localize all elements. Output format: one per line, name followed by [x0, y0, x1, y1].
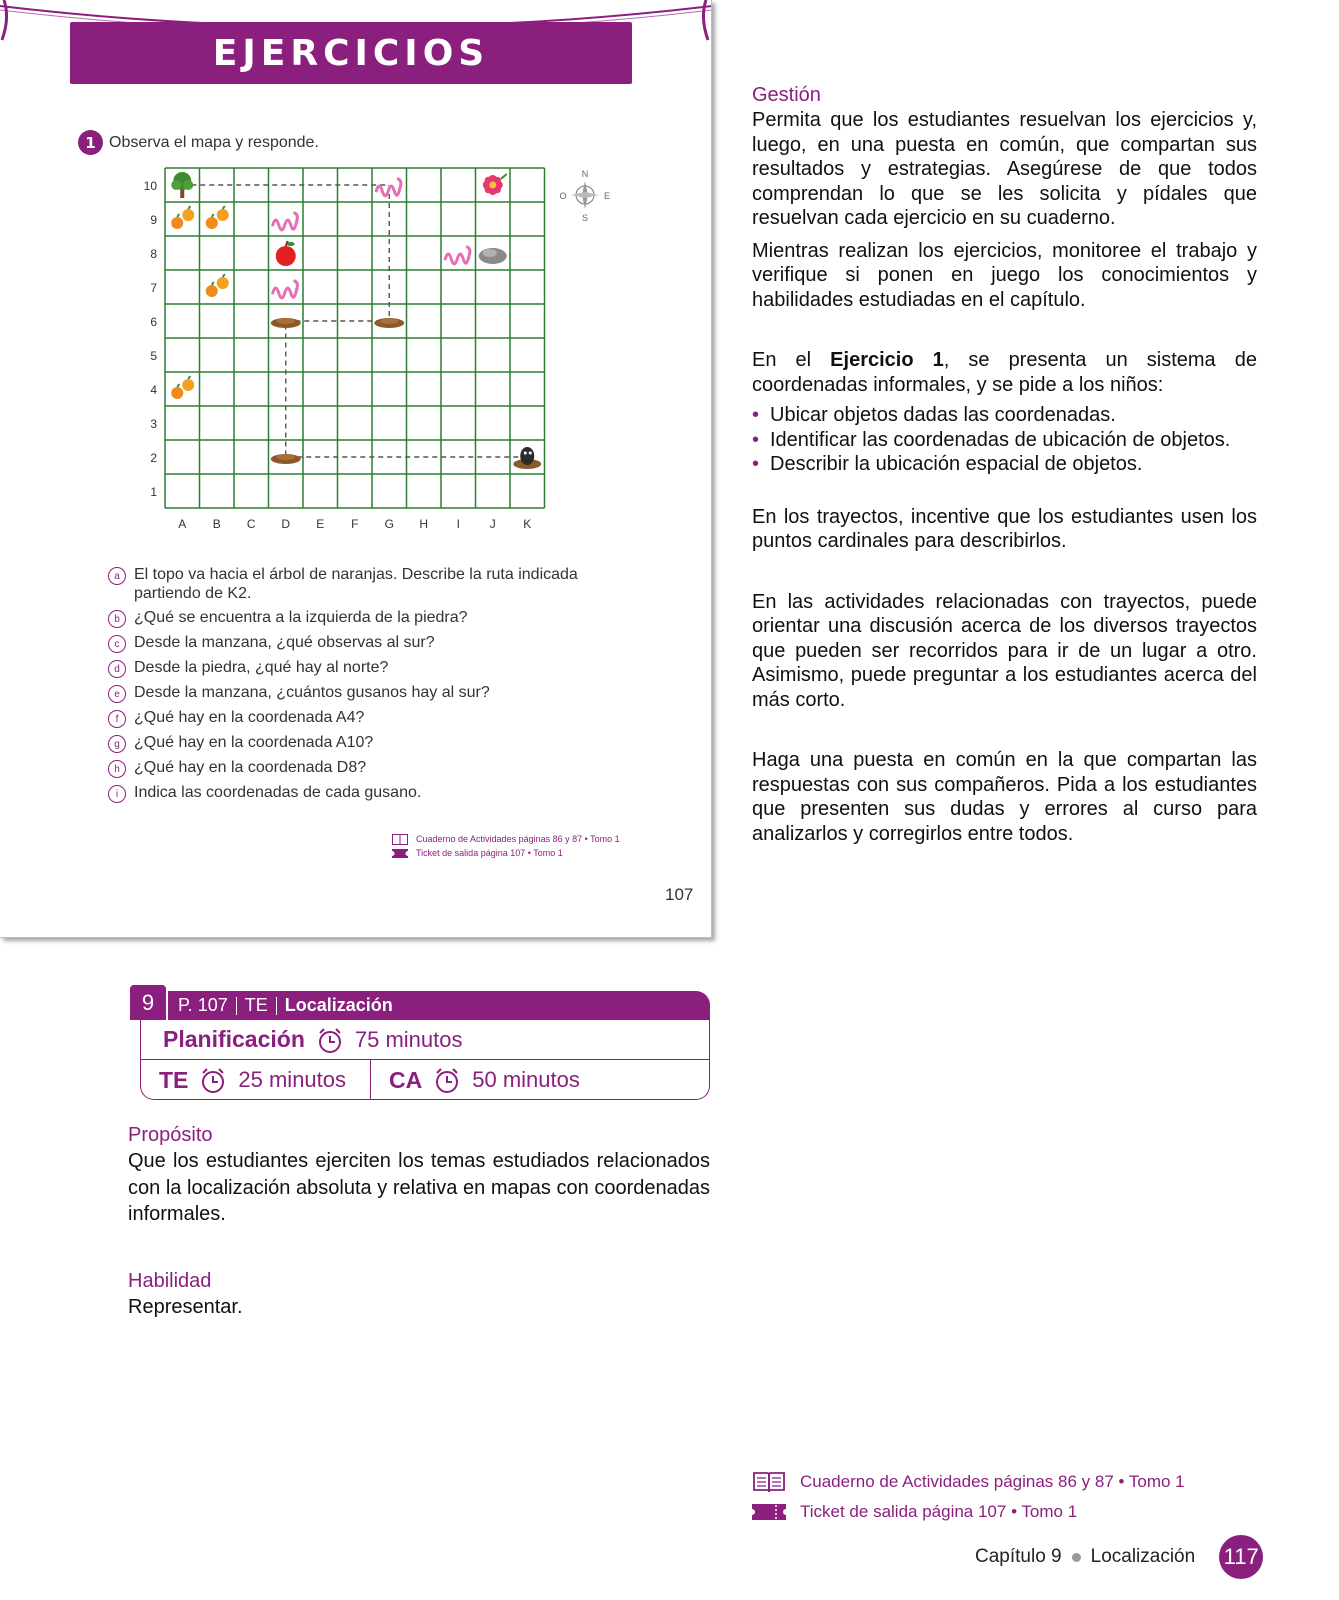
- oranges-icon-part: [171, 217, 183, 229]
- question-item: [108, 733, 648, 753]
- dirt-mound-icon: [271, 318, 301, 328]
- question-item: [108, 658, 648, 678]
- tree-icon: [171, 172, 193, 198]
- question-text-line: partiendo de K2.: [134, 585, 252, 602]
- worm-icon-part: [445, 247, 470, 264]
- mole-icon-part: [520, 447, 534, 465]
- question-item: [108, 633, 648, 653]
- column-label: B: [212, 517, 221, 531]
- clock-icon: [432, 1065, 462, 1095]
- oranges-icon-part: [171, 387, 183, 399]
- question-item: [108, 565, 648, 603]
- banner-title: EJERCICIOS: [212, 32, 490, 74]
- gestion-paragraph: Mientras realizan los ejercicios, monitoree el trabajo y verifique si ponen en juego los conocimientos y habilidades estudiadas en el capítulo.: [752, 239, 1257, 311]
- dirt-mound-icon-part: [277, 318, 295, 324]
- gestion-paragraph: En las actividades relacionadas con trayectos, puede orientar una discusión acerca de los diversos trayectos que pueden ser recorridos para ir de un lugar a otro. Asimismo, puede preguntar a los estudiantes acerca del más corto.: [752, 590, 1257, 711]
- worm-icon: [445, 247, 470, 264]
- apple-icon-part: [276, 246, 296, 266]
- question-letter: f: [108, 710, 126, 728]
- gestion-paragraph: En los trayectos, incentive que los estudiantes usen los puntos cardinales para describirlos.: [752, 505, 1257, 552]
- objectives-list: [752, 403, 1257, 477]
- planning-header: [168, 991, 710, 1020]
- text-span: En el: [752, 349, 831, 371]
- oranges-icon: [206, 206, 229, 229]
- ref-text: Cuaderno de Actividades páginas 86 y 87 • Tomo 1: [800, 1472, 1185, 1491]
- oranges-icon-part: [206, 217, 218, 229]
- column-label: E: [316, 517, 325, 531]
- divider: [276, 997, 277, 1015]
- clock-icon: [198, 1065, 228, 1095]
- coordinate-map: [140, 165, 630, 545]
- question-item: [108, 708, 648, 728]
- tree-icon-part: [183, 180, 193, 190]
- footer-chapter: Capítulo 9: [975, 1546, 1062, 1567]
- student-page-number: 107: [665, 885, 694, 904]
- question-letter: a: [108, 567, 126, 585]
- objective-item: • Ubicar objetos dadas las coordenadas.: [752, 403, 1257, 428]
- proposito-text: Que los estudiantes ejerciten los temas estudiados relacionados con la localización absoluta y relativa en mapas con coordenadas informales.: [128, 1150, 710, 1225]
- dirt-mound-icon: [271, 454, 301, 464]
- column-label: J: [489, 517, 496, 531]
- habilidad-text: Representar.: [128, 1295, 243, 1318]
- question-text: Desde la manzana, ¿cuántos gusanos hay al sur?: [134, 684, 490, 701]
- oranges-icon-part: [217, 277, 229, 289]
- ticket-icon: [392, 848, 408, 859]
- purpose-section: [128, 1122, 710, 1320]
- book-icon: [752, 1470, 786, 1494]
- footer-topic: Localización: [1090, 1546, 1196, 1567]
- student-ref-text: Cuaderno de Actividades páginas 86 y 87 • Tomo 1: [416, 834, 620, 844]
- clock-icon: [315, 1025, 345, 1055]
- question-text-line: El topo va hacia el árbol de naranjas. Describe la ruta indicada: [134, 566, 578, 583]
- ca-cell: [371, 1060, 580, 1100]
- exercise-heading: [78, 130, 319, 155]
- oranges-icon: [206, 274, 229, 297]
- flower-icon-part: [489, 182, 496, 189]
- planning-split-row: [141, 1060, 709, 1100]
- student-ref-activity-book: [392, 832, 620, 846]
- planning-label: Planificación: [163, 1026, 305, 1052]
- column-label: K: [523, 517, 532, 531]
- exercise-number: 1: [78, 130, 103, 155]
- topic-title: Localización: [284, 995, 393, 1015]
- material-references: [752, 1467, 1185, 1527]
- book-icon: [392, 834, 408, 845]
- column-label: F: [351, 517, 359, 531]
- page-footer: [975, 1535, 1263, 1579]
- ref-text: Ticket de salida página 107 • Tomo 1: [800, 1502, 1078, 1521]
- planning-time: 75 minutos: [354, 1026, 463, 1052]
- question-text: ¿Qué hay en la coordenada A4?: [134, 709, 365, 726]
- compass-label-south: S: [581, 213, 589, 223]
- row-label: 10: [143, 179, 157, 193]
- gestion-paragraph: Haga una puesta en común en la que compartan las respuestas con sus compañeros. Pida a los estudiantes que presenten sus dudas y errores al curso para analizarlos y corregirlos entre todos.: [752, 749, 1257, 845]
- row-label: 5: [150, 349, 157, 363]
- chapter-tab: 9: [130, 985, 166, 1020]
- row-label: 9: [150, 213, 157, 227]
- question-list: [108, 565, 648, 808]
- student-page-references: [392, 832, 620, 860]
- apple-icon: [276, 241, 296, 266]
- ref-ticket[interactable]: [752, 1497, 1185, 1527]
- mole-icon-part: [524, 452, 527, 455]
- oranges-icon-part: [206, 285, 218, 297]
- column-label: H: [419, 517, 429, 531]
- question-letter: e: [108, 685, 126, 703]
- column-label: I: [456, 517, 460, 531]
- column-label: D: [281, 517, 291, 531]
- worm-icon-part: [273, 281, 298, 298]
- exercises-banner: [70, 22, 632, 84]
- worm-icon: [273, 213, 298, 230]
- page-number: 117: [1219, 1535, 1263, 1579]
- column-label: G: [384, 517, 394, 531]
- oranges-icon: [171, 206, 194, 229]
- question-letter: g: [108, 735, 126, 753]
- question-item: [108, 783, 648, 803]
- exercise-reference: Ejercicio 1: [830, 349, 944, 371]
- question-item: [108, 683, 648, 703]
- mole-icon: [513, 447, 541, 469]
- column-label: A: [178, 517, 187, 531]
- question-letter: i: [108, 785, 126, 803]
- mole-icon-part: [529, 452, 532, 455]
- page-reference: P. 107: [178, 995, 228, 1015]
- te-time: 25 minutos: [238, 1067, 347, 1092]
- row-label: 2: [150, 451, 157, 465]
- te-cell: [141, 1060, 371, 1100]
- gestion-title: Gestión: [752, 84, 821, 106]
- planning-total-row: [141, 1020, 709, 1060]
- footer-separator: [1072, 1553, 1081, 1562]
- oranges-icon-part: [182, 209, 194, 221]
- material-type: TE: [244, 995, 268, 1015]
- question-text: ¿Qué hay en la coordenada A10?: [134, 734, 374, 751]
- row-label: 6: [150, 315, 157, 329]
- ca-label: CA: [389, 1066, 423, 1093]
- dirt-mound-icon-part: [380, 318, 398, 324]
- oranges-icon-part: [182, 379, 194, 391]
- gestion-paragraph: [752, 348, 1257, 397]
- divider: [236, 997, 237, 1015]
- tree-icon-part: [171, 180, 181, 190]
- flower-icon: [483, 174, 507, 195]
- row-label: 8: [150, 247, 157, 261]
- objective-item: • Identificar las coordenadas de ubicación de objetos.: [752, 428, 1257, 453]
- proposito-title: Propósito: [128, 1124, 213, 1146]
- ticket-icon: [752, 1502, 786, 1522]
- apple-icon-part: [287, 242, 295, 246]
- student-ref-text: Ticket de salida página 107 • Tomo 1: [416, 848, 563, 858]
- compass-label-north: N: [581, 169, 589, 179]
- student-page-image: [0, 0, 712, 938]
- exercise-instruction: Observa el mapa y responde.: [109, 133, 319, 151]
- question-text: ¿Qué se encuentra a la izquierda de la piedra?: [134, 609, 468, 626]
- question-text: Indica las coordenadas de cada gusano.: [134, 784, 422, 801]
- oranges-icon-part: [217, 209, 229, 221]
- question-letter: h: [108, 760, 126, 778]
- habilidad-title: Habilidad: [128, 1269, 212, 1292]
- column-label: C: [246, 517, 256, 531]
- gestion-paragraph: Permita que los estudiantes resuelvan los ejercicios y, luego, en una puesta en común, que compartan sus resultados y estrategias. Asegúrese de que todos comprendan lo que se les solicita y pídales que resuelvan cada ejercicio en su cuaderno.: [752, 109, 1257, 229]
- row-label: 3: [150, 417, 157, 431]
- question-item: [108, 758, 648, 778]
- stone-icon: [479, 248, 507, 264]
- row-label: 7: [150, 281, 157, 295]
- worm-icon: [273, 281, 298, 298]
- compass-label-east: E: [603, 191, 611, 201]
- student-ref-ticket: [392, 846, 620, 860]
- te-label: TE: [159, 1066, 189, 1093]
- planning-body: [140, 1020, 710, 1100]
- question-letter: d: [108, 660, 126, 678]
- ca-time: 50 minutos: [472, 1067, 580, 1092]
- question-item: [108, 608, 648, 628]
- ref-activity-book[interactable]: [752, 1467, 1185, 1497]
- flower-icon-part: [501, 174, 507, 179]
- oranges-icon: [171, 376, 194, 399]
- question-text: Desde la piedra, ¿qué hay al norte?: [134, 659, 389, 676]
- dirt-mound-icon: [374, 318, 404, 328]
- question-text: [134, 565, 578, 603]
- compass-label-west: O: [559, 191, 567, 201]
- worm-icon-part: [273, 213, 298, 230]
- question-text: Desde la manzana, ¿qué observas al sur?: [134, 634, 435, 651]
- worm-icon: [376, 179, 401, 196]
- question-letter: b: [108, 610, 126, 628]
- text-span: , se presenta un sistema de coordenadas informales, y se pide a los niños:: [752, 349, 1257, 396]
- row-label: 1: [150, 485, 157, 499]
- compass-part: [571, 192, 599, 198]
- stone-icon-part: [483, 249, 497, 257]
- question-letter: c: [108, 635, 126, 653]
- question-text: ¿Qué hay en la coordenada D8?: [134, 759, 367, 776]
- objective-item: • Describir la ubicación espacial de objetos.: [752, 452, 1257, 477]
- compass-rose-icon: [559, 169, 610, 223]
- row-label: 4: [150, 383, 157, 397]
- dirt-mound-icon-part: [277, 454, 295, 460]
- gestion-section: [752, 82, 1257, 846]
- worm-icon-part: [376, 179, 401, 196]
